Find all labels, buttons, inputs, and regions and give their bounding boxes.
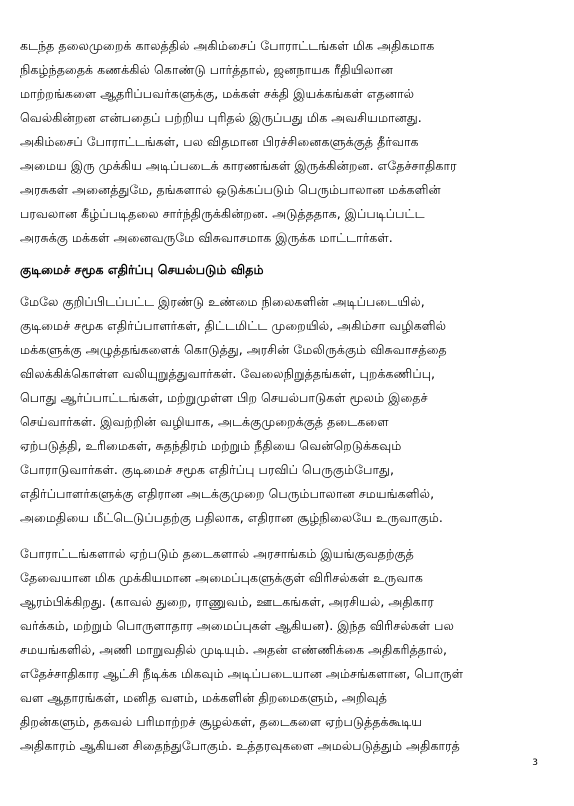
text-line: போராடுவார்கள். குடிமைச் சமூக எதிர்ப்பு பரவிப் பெருகும்போது, <box>20 462 394 477</box>
page-number: 3 <box>532 758 538 768</box>
text-line: அதிகாரம் ஆகியன சிதைந்துபோகும். உத்தரவுகளை அமல்படுத்தும் அதிகாரத் <box>20 738 460 753</box>
text-line: திறன்களும், தகவல் பரிமாற்றச் சூழல்கள், தடைகளை ஏற்படுத்தக்கூடிய <box>20 714 423 729</box>
paragraph-intro <box>20 34 550 250</box>
text-line: தேவையான மிக முக்கியமான அமைப்புகளுக்குள் விரிசல்கள் உருவாக <box>20 570 423 585</box>
paragraph-cracks <box>20 542 550 758</box>
text-line: ஆரம்பிக்கிறது. (காவல் துறை, ராணுவம், ஊடகங்கள், அரசியல், அதிகார <box>20 594 434 609</box>
text-line: செய்வார்கள். இவற்றின் வழியாக, அடக்குமுறைக்குத் தடைகளை <box>20 414 389 429</box>
text-line: எதிர்ப்பாளர்களுக்கு எதிரான அடக்குமுறை பெரும்பாலான சமயங்களில், <box>20 486 435 501</box>
text-line: ஏற்படுத்தி, உரிமைகள், சுதந்திரம் மற்றும் நீதியை வென்றெடுக்கவும் <box>20 438 402 453</box>
text-line: மக்களுக்கு அழுத்தங்களைக் கொடுத்து, அரசின் மேலிருக்கும் விசுவாசத்தை <box>20 342 447 357</box>
text-line: வெல்கின்றன என்பதைப் பற்றிய புரிதல் இருப்பது மிக அவசியமானது. <box>20 110 422 125</box>
text-line: விலக்கிக்கொள்ள வலியுறுத்துவார்கள். வேலைநிறுத்தங்கள், புறக்கணிப்பு, <box>20 366 436 381</box>
spacer <box>20 250 550 258</box>
text-line: நிகழ்ந்ததைக் கணக்கில் கொண்டு பார்த்தால், ஜனநாயக ரீதியிலான <box>20 62 393 77</box>
text-line: வர்க்கம், மற்றும் பொருளாதார அமைப்புகள் ஆகியன). இந்த விரிசல்கள் பல <box>20 618 454 633</box>
spacer <box>20 530 550 542</box>
text-line: வள ஆதாரங்கள், மனித வளம், மக்களின் திறமைகளும், அறிவுத் <box>20 690 387 705</box>
text-line: அமைய இரு முக்கிய அடிப்படைக் காரணங்கள் இருக்கின்றன. எதேச்சாதிகார <box>20 158 457 173</box>
text-line: அகிம்சைப் போராட்டங்கள், பல விதமான பிரச்சினைகளுக்குத் தீர்வாக <box>20 134 419 149</box>
text-line: பொது ஆர்ப்பாட்டங்கள், மற்றுமுள்ள பிற செயல்பாடுகள் மூலம் இதைச் <box>20 390 428 405</box>
text-line: மாற்றங்களை ஆதரிப்பவர்களுக்கு, மக்கள் சக்தி இயக்கங்கள் எதனால் <box>20 86 415 101</box>
text-line: அரசுகள் அனைத்துமே, தங்களால் ஒடுக்கப்படும் பெரும்பாலான மக்களின் <box>20 182 441 197</box>
text-line: குடிமைச் சமூக எதிர்ப்பாளர்கள், திட்டமிட்ட முறையில், அகிம்சா வழிகளில் <box>20 318 447 333</box>
text-line: கடந்த தலைமுறைக் காலத்தில் அகிம்சைப் போராட்டங்கள் மிக அதிகமாக <box>20 38 435 53</box>
text-line: மேலே குறிப்பிடப்பட்ட இரண்டு உண்மை நிலைகளின் அடிப்படையில், <box>20 294 425 309</box>
spacer <box>20 282 550 290</box>
section-heading: குடிமைச் சமூக எதிர்ப்பு செயல்படும் விதம் <box>20 262 264 277</box>
text-line: எதேச்சாதிகார ஆட்சி நீடிக்க மிகவும் அடிப்படையான அம்சங்களான, பொருள் <box>20 666 464 681</box>
text-line: அமைதியை மீட்டெடுப்பதற்கு பதிலாக, எதிரான சூழ்நிலையே உருவாகும். <box>20 510 443 525</box>
text-line: அரசுக்கு மக்கள் அனைவருமே விசுவாசமாக இருக்க மாட்டார்கள். <box>20 230 393 245</box>
text-line: சமயங்களில், அணி மாறுவதில் முடியும். அதன் எண்ணிக்கை அதிகரித்தால், <box>20 642 448 657</box>
paragraph-civil-resistance <box>20 290 550 530</box>
text-line: பரவலான கீழ்ப்படிதலை சார்ந்திருக்கின்றன. அடுத்ததாக, இப்படிப்பட்ட <box>20 206 425 221</box>
document-page <box>20 34 550 758</box>
text-line: போராட்டங்களால் ஏற்படும் தடைகளால் அரசாங்கம் இயங்குவதற்குத் <box>20 546 414 561</box>
